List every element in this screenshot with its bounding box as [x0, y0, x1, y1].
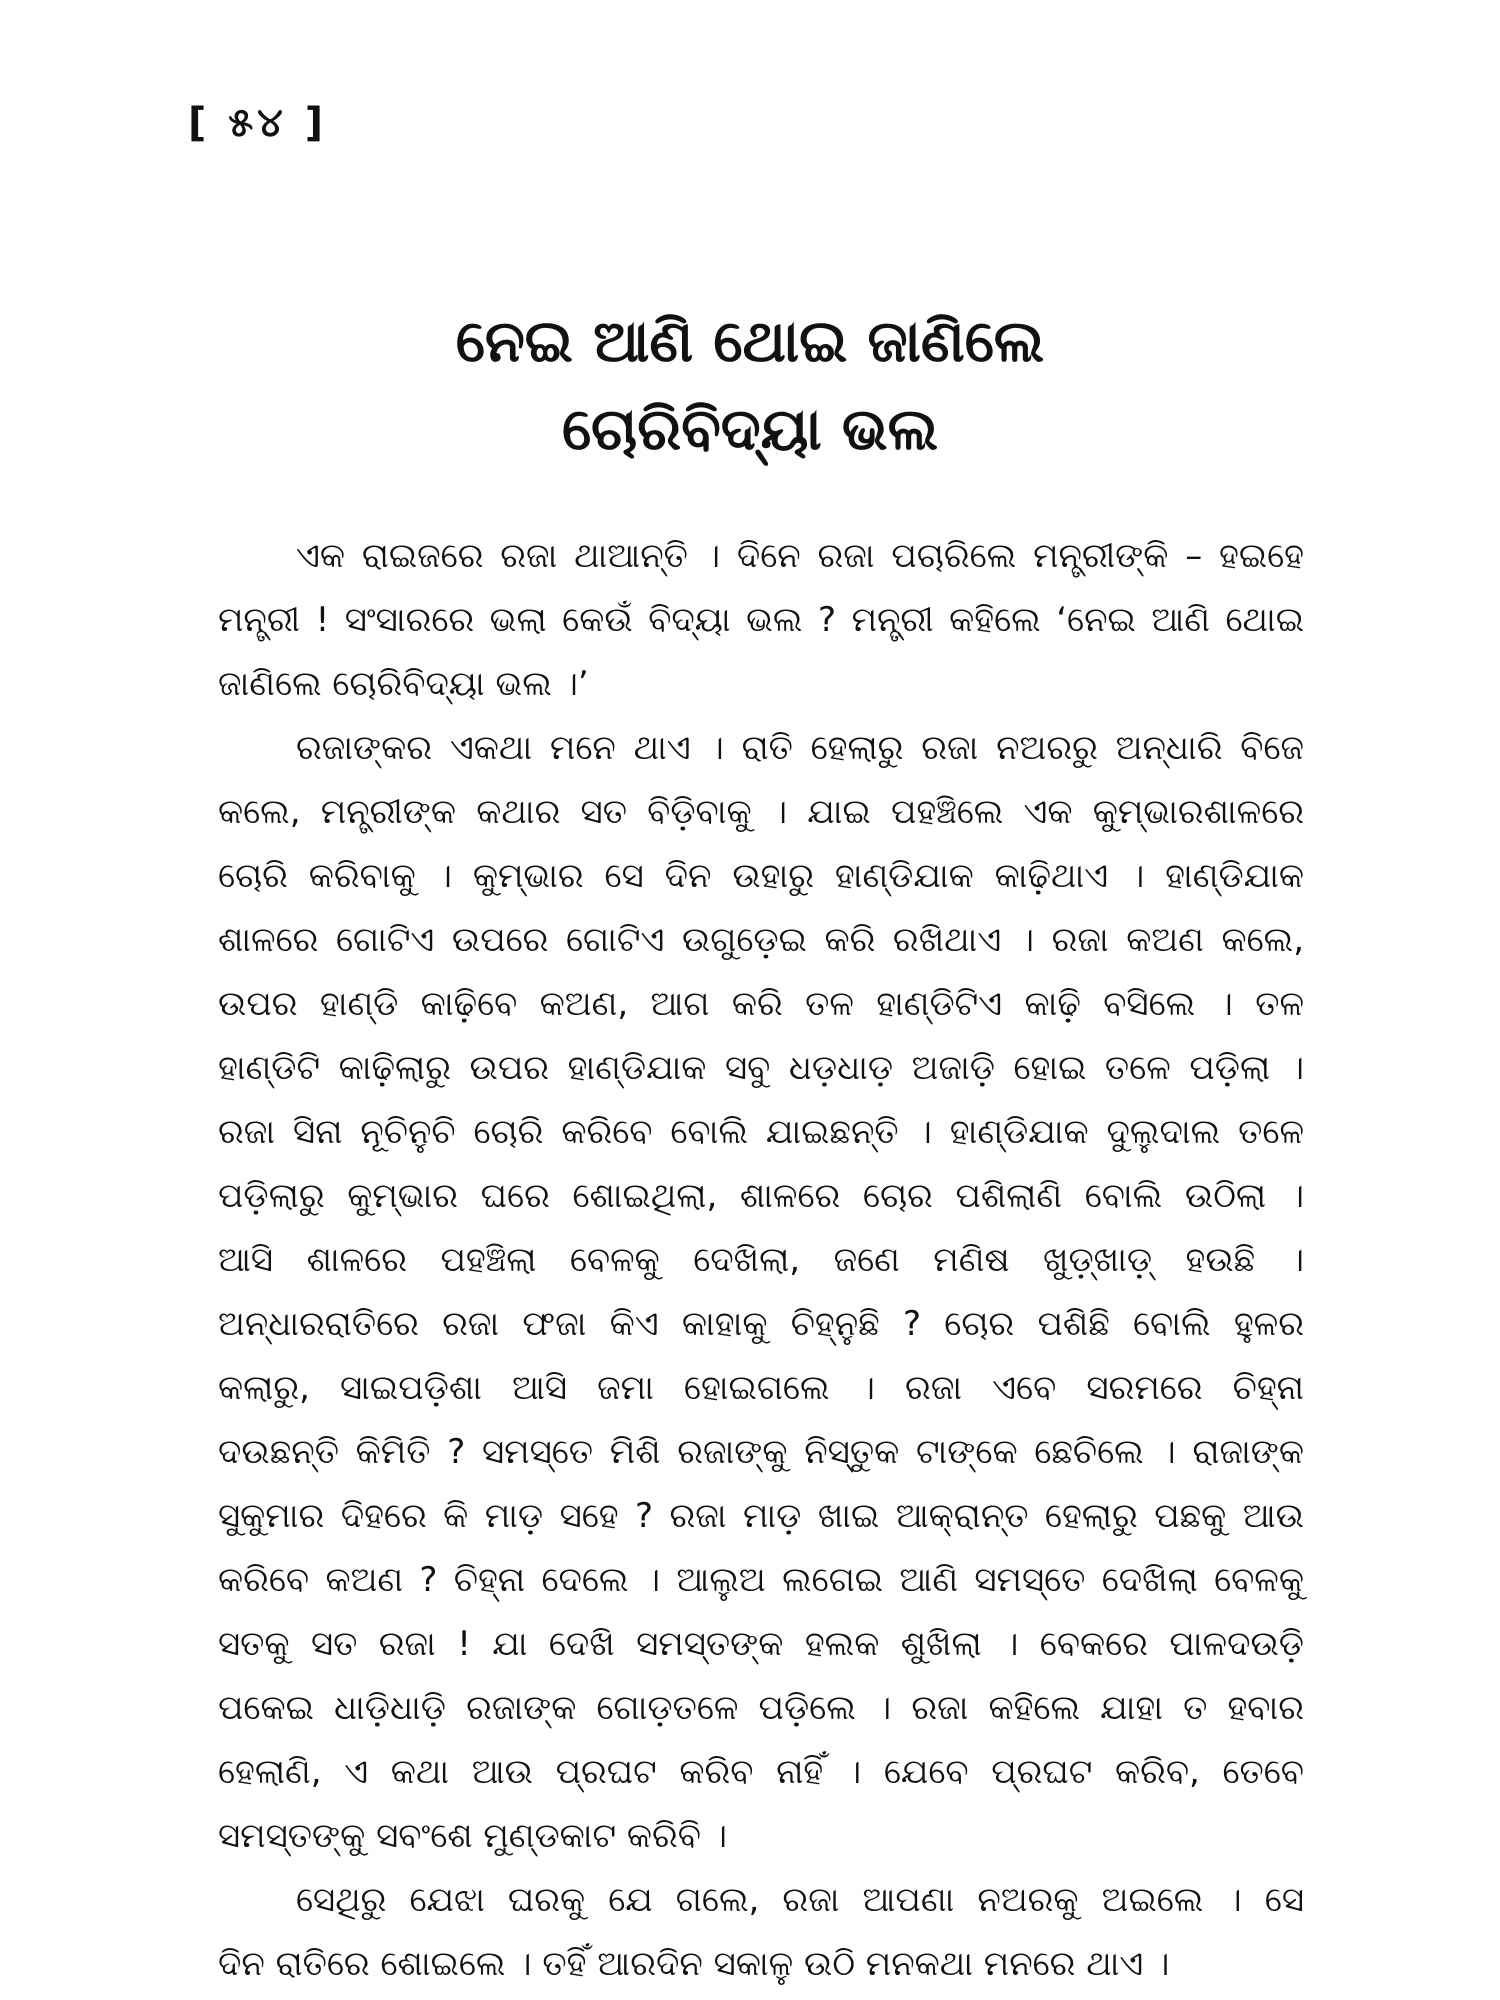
text-line: ଆସି ଶାଳରେ ପହଞ୍ଚିଲା ବେଳକୁ ଦେଖିଲା, ଜଣେ ମଣିଷ ଖୁଡ଼୍‌ଖାଡ଼୍ ହଉଛି ।: [218, 1240, 1304, 1280]
text-line: ଦଉଛନ୍ତି କିମିତି ? ସମସ୍ତେ ମିଶି ରଜାଙ୍କୁ ନିସ୍ତୁକ ଟାଙ୍କେ ଛେଚିଲେ । ରାଜାଙ୍କ: [218, 1432, 1304, 1472]
page-number: [ ୫୪ ]: [188, 100, 328, 146]
text-line: ଦିନ ରାତିରେ ଶୋଇଲେ । ତହିଁ ଆରଦିନ ସକାଳୁ ଉଠି ମନକଥା ମନରେ ଥାଏ ।: [218, 1944, 1170, 1984]
text-line: ହାଣ୍ଡିଟି କାଢ଼ିଲାରୁ ଉପର ହାଣ୍ଡିଯାକ ସବୁ ଧଡ଼ଧାଡ଼ ଅଜାଡ଼ି ହୋଇ ତଳେ ପଡ଼ିଲା ।: [218, 1048, 1304, 1088]
chapter-title-line-2: ଚୋରିବିଦ୍ୟା ଭଲ: [561, 395, 939, 463]
text-line: ପଡ଼ିଲାରୁ କୁମ୍ଭାର ଘରେ ଶୋଇଥିଲା, ଶାଳରେ ଚୋର ପଶିଲାଣି ବୋଲି ଉଠିଲା ।: [218, 1176, 1304, 1216]
text-line: ପକେଇ ଧାଡ଼ିଧାଡ଼ି ରଜାଙ୍କ ଗୋଡ଼ତଳେ ପଡ଼ିଲେ । ରଜା କହିଲେ ଯାହା ତ ହବାର: [218, 1688, 1304, 1728]
text-line: ମନ୍ତ୍ରୀ ! ସଂସାରରେ ଭଲା କେଉଁ ବିଦ୍ୟା ଭଲ ? ମନ୍ତ୍ରୀ କହିଲେ ‘ନେଇ ଆଣି ଥୋଇ: [218, 600, 1304, 640]
text-line: କରିବେ କଅଣ ? ଚିହ୍ନା ଦେଲେ । ଆଲୁଅ ଲଗେଇ ଆଣି ସମସ୍ତେ ଦେଖିଲା ବେଳକୁ: [218, 1560, 1304, 1600]
text-line: ଅନ୍ଧାରରାତିରେ ରଜା ଫଜା କିଏ କାହାକୁ ଚିହ୍ନୁଛି ? ଚୋର ପଶିଛି ବୋଲି ହୁଳର: [218, 1304, 1304, 1344]
text-line: ଜାଣିଲେ ଚୋରିବିଦ୍ୟା ଭଲ ।’: [218, 664, 589, 704]
text-line: ସତକୁ ସତ ରଜା ! ଯା ଦେଖି ସମସ୍ତଙ୍କ ହଲକ ଶୁଖିଲା । ବେକରେ ପାଳଦଉଡ଼ି: [218, 1624, 1304, 1664]
text-line: ଏକ ରାଇଜରେ ରଜା ଥାଆନ୍ତି । ଦିନେ ରଜା ପଚାରିଲେ ମନ୍ତ୍ରୀଙ୍କି – ହଇହେ: [296, 536, 1304, 576]
text-line: ସେଥିରୁ ଯେଝା ଘରକୁ ଯେ ଗଲେ, ରଜା ଆପଣା ନଅରକୁ ଅଇଲେ । ସେ: [296, 1880, 1304, 1920]
text-line: ରଜା ସିନା ନୂଚିନୁଚି ଚୋରି କରିବେ ବୋଲି ଯାଇଛନ୍ତି । ହାଣ୍ଡିଯାକ ଦୁଲୁଦାଲ ତଳେ: [218, 1112, 1304, 1152]
text-line: ସୁକୁମାର ଦିହରେ କି ମାଡ଼ ସହେ ? ରଜା ମାଡ଼ ଖାଇ ଆକ୍ରାନ୍ତ ହେଲାରୁ ପଛକୁ ଆଉ: [218, 1496, 1304, 1536]
chapter-title-line-1: ନେଇ ଆଣି ଥୋଇ ଜାଣିଲେ: [455, 307, 1045, 375]
text-line: ଶାଳରେ ଗୋଟିଏ ଉପରେ ଗୋଟିଏ ଉଗୁଡ଼େଇ କରି ରଖିଥାଏ । ରଜା କଅଣ କଲେ,: [218, 920, 1304, 960]
text-line: ହେଲାଣି, ଏ କଥା ଆଉ ପ୍ରଘଟ କରିବ ନାହିଁ । ଯେବେ ପ୍ରଘଟ କରିବ, ତେବେ: [218, 1752, 1304, 1792]
text-line: ସମସ୍ତଙ୍କୁ ସବଂଶେ ମୁଣ୍ଡକାଟ କରିବି ।: [218, 1816, 728, 1856]
text-line: ଉପର ହାଣ୍ଡି କାଢ଼ିବେ କଅଣ, ଆଗ କରି ତଳ ହାଣ୍ଡିଟିଏ କାଢ଼ି ବସିଲେ । ତଳ: [218, 984, 1304, 1024]
text-line: କଲେ, ମନ୍ତ୍ରୀଙ୍କ କଥାର ସତ ବିଡ଼ିବାକୁ । ଯାଇ ପହଞ୍ଚିଲେ ଏକ କୁମ୍ଭାରଶାଳରେ: [218, 792, 1304, 832]
text-line: ଚୋରି କରିବାକୁ । କୁମ୍ଭାର ସେ ଦିନ ଉହାରୁ ହାଣ୍ଡିଯାକ କାଢ଼ିଥାଏ । ହାଣ୍ଡିଯାକ: [218, 856, 1304, 896]
text-line: ରଜାଙ୍କର ଏକଥା ମନେ ଥାଏ । ରାତି ହେଲାରୁ ରଜା ନଅରରୁ ଅନ୍ଧାରି ବିଜେ: [296, 728, 1304, 768]
text-line: କଲାରୁ, ସାଇପଡ଼ିଶା ଆସି ଜମା ହୋଇଗଲେ । ରଜା ଏବେ ସରମରେ ଚିହ୍ନା: [218, 1368, 1304, 1408]
